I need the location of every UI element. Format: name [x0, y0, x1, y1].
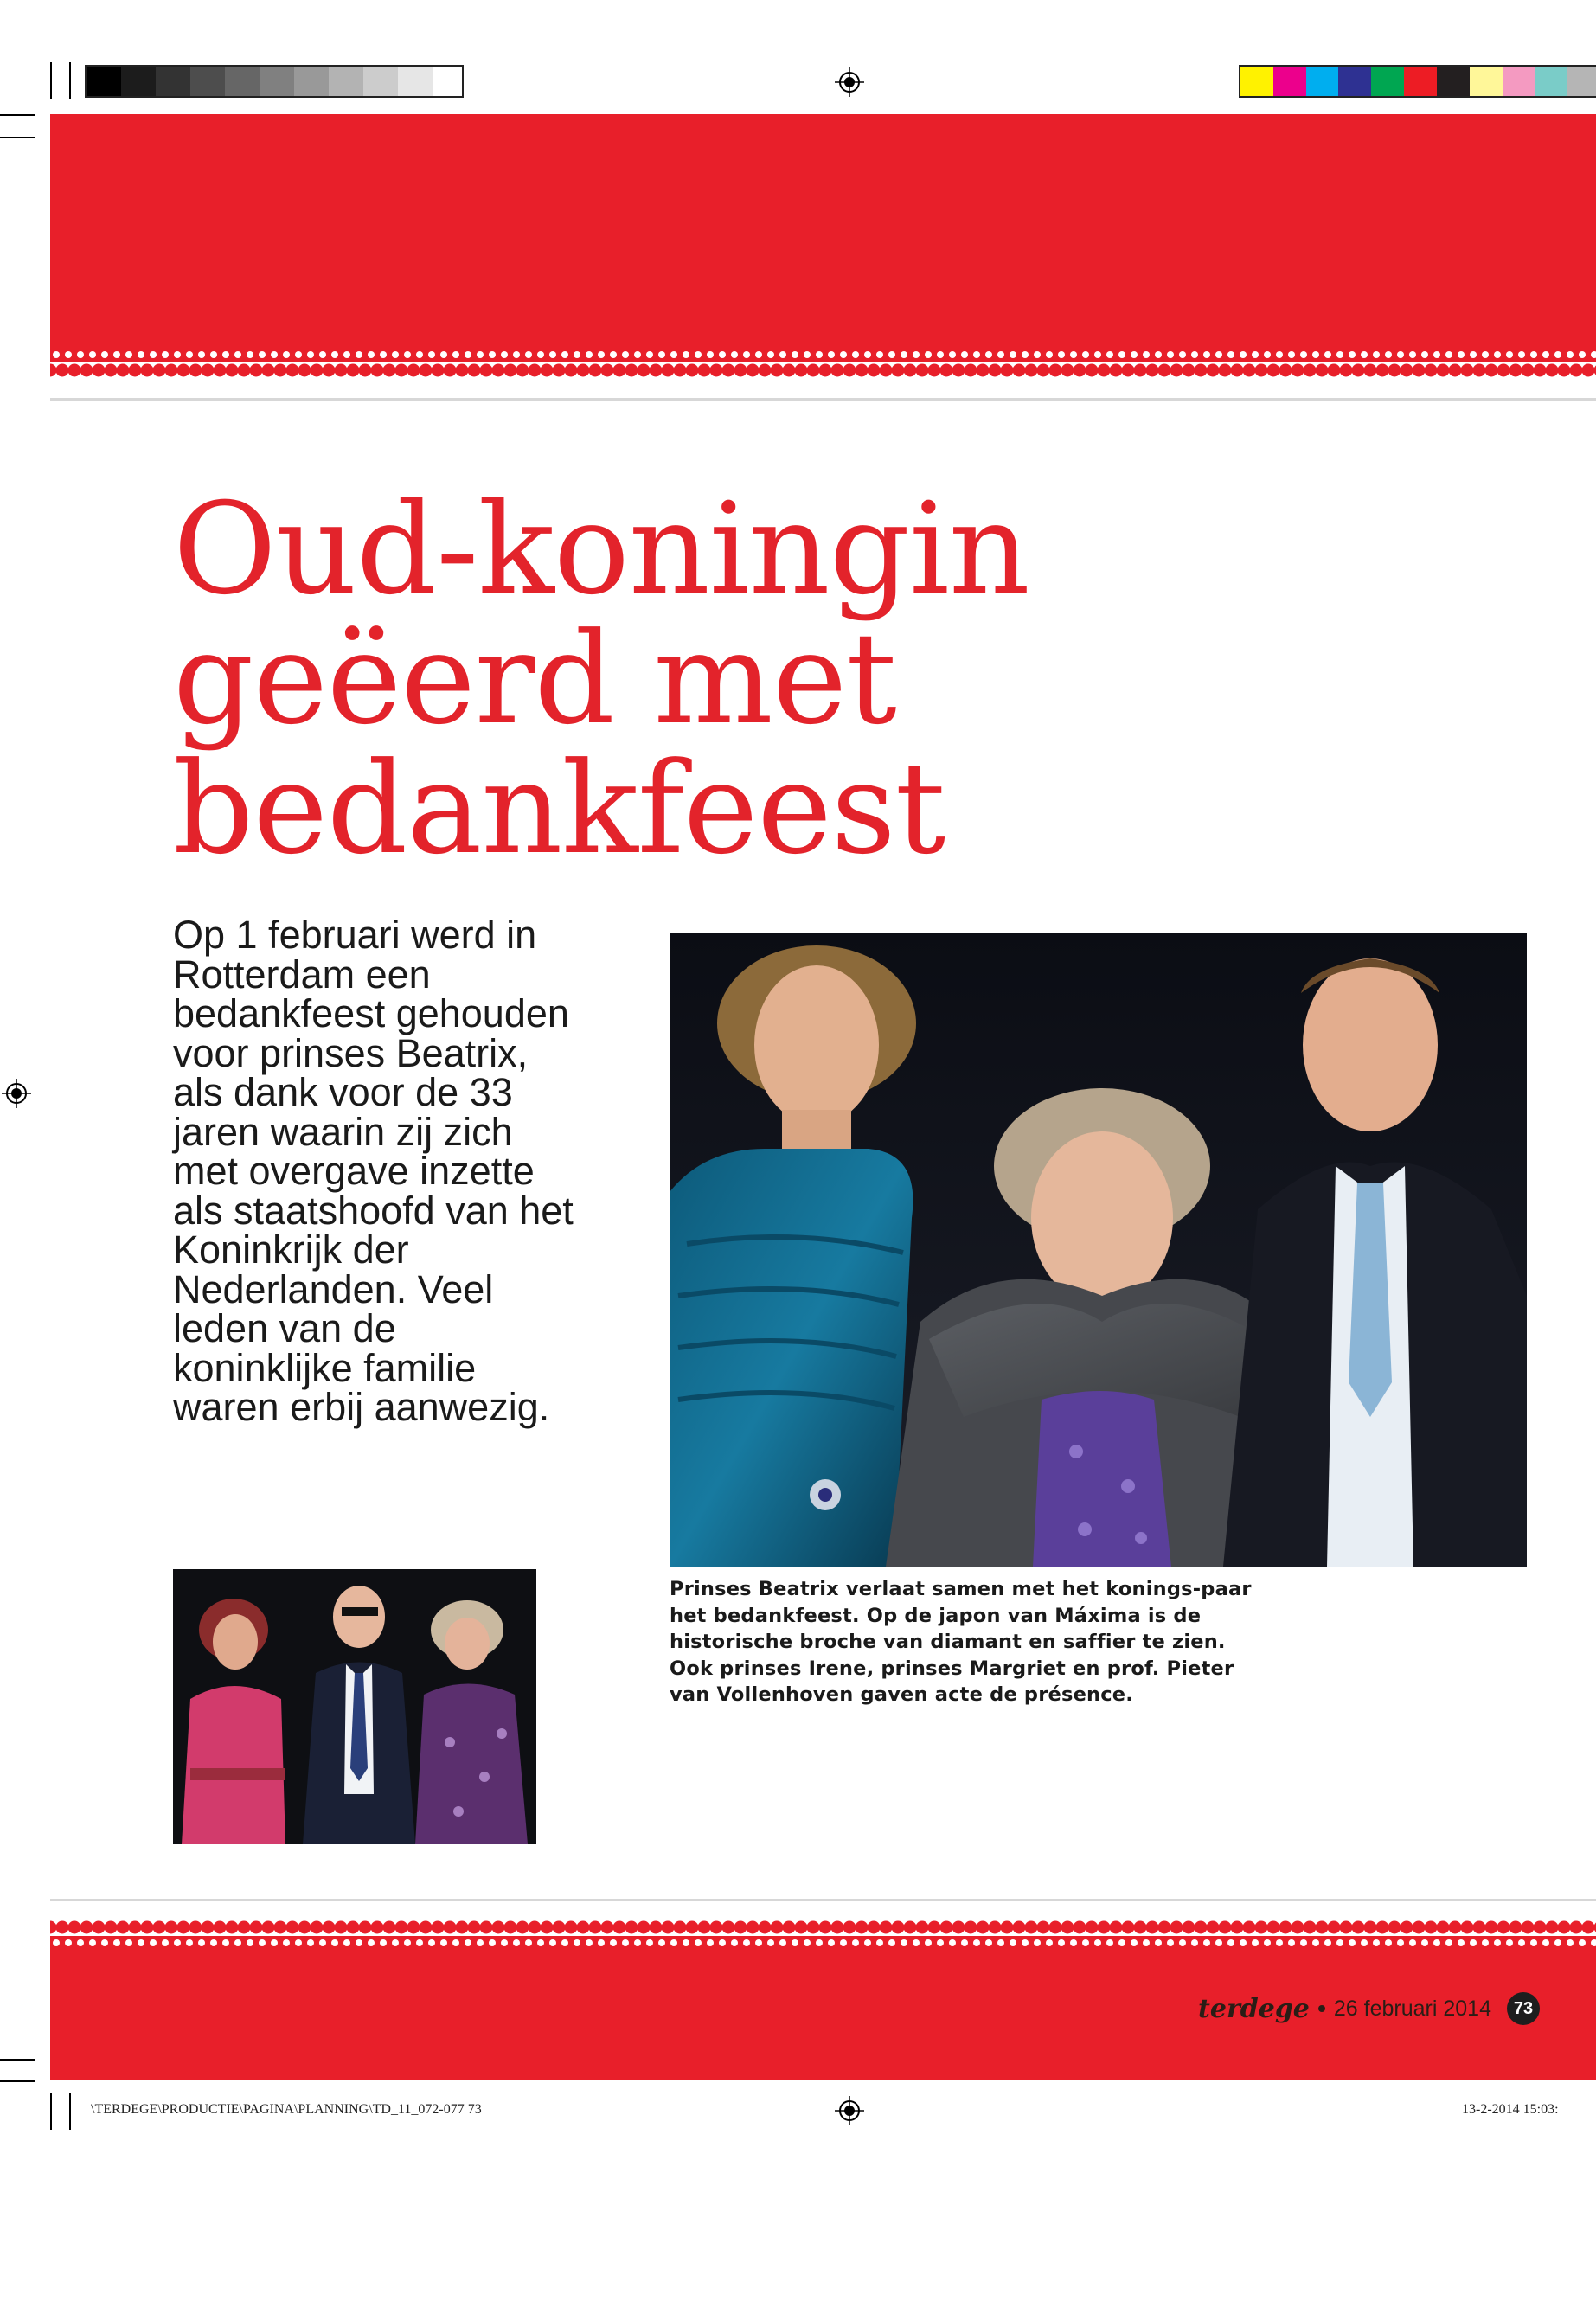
header-red-band [50, 114, 1596, 355]
page-number: 73 [1507, 1992, 1540, 2025]
crop-mark [69, 62, 71, 99]
divider-line [50, 1899, 1596, 1901]
bullet-dot [1318, 2005, 1325, 2012]
print-slug-path: \TERDEGE\PRODUCTIE\PAGINA\PLANNING\TD_11_072-077 73 [91, 2102, 482, 2117]
magazine-brand: terdege [1198, 1993, 1310, 2024]
crop-mark [0, 2059, 35, 2061]
lace-dot-border [50, 344, 1596, 388]
crop-mark [0, 2080, 35, 2082]
photo-caption: Prinses Beatrix verlaat samen met het konings-paar het bedankfeest. Op de japon van Máxima is de historische broche van diamant en saffier te zien. Ook prinses Irene, prinses Margriet en prof. Pieter van Vollenhoven gaven acte de présence. [670, 1578, 1252, 1706]
headline-line-2: geëerd met [173, 606, 896, 753]
registration-mark-icon [835, 67, 864, 97]
divider-line [50, 398, 1596, 401]
color-bar [1239, 65, 1596, 98]
headline-line-1: Oud-koningin [173, 476, 1029, 623]
issue-date: 26 februari 2014 [1333, 1996, 1491, 2021]
crop-mark [50, 62, 52, 99]
crop-mark [69, 2093, 71, 2130]
crop-mark [0, 114, 35, 116]
main-photo [670, 933, 1527, 1567]
intro-paragraph: Op 1 februari werd in Rotterdam een bedankfeest gehouden voor prinses Beatrix, als dank voor de 33 jaren waarin zij zich met overgave inzette als staatshoofd van het Koninkrijk der Nederlanden. Veel leden van de koninklijke familie waren erbij aanwezig. [173, 913, 574, 1429]
registration-mark-icon [835, 2096, 864, 2125]
print-slug-timestamp: 13-2-2014 15:03: [1462, 2102, 1559, 2117]
headline [173, 476, 1298, 882]
secondary-photo [173, 1569, 536, 1844]
headline-line-3: bedankfeest [173, 735, 945, 882]
page-folio [1198, 1991, 1540, 2026]
greyscale-bar [85, 65, 464, 98]
crop-mark [50, 2093, 52, 2130]
registration-mark-icon [2, 1079, 31, 1108]
crop-mark [0, 137, 35, 138]
